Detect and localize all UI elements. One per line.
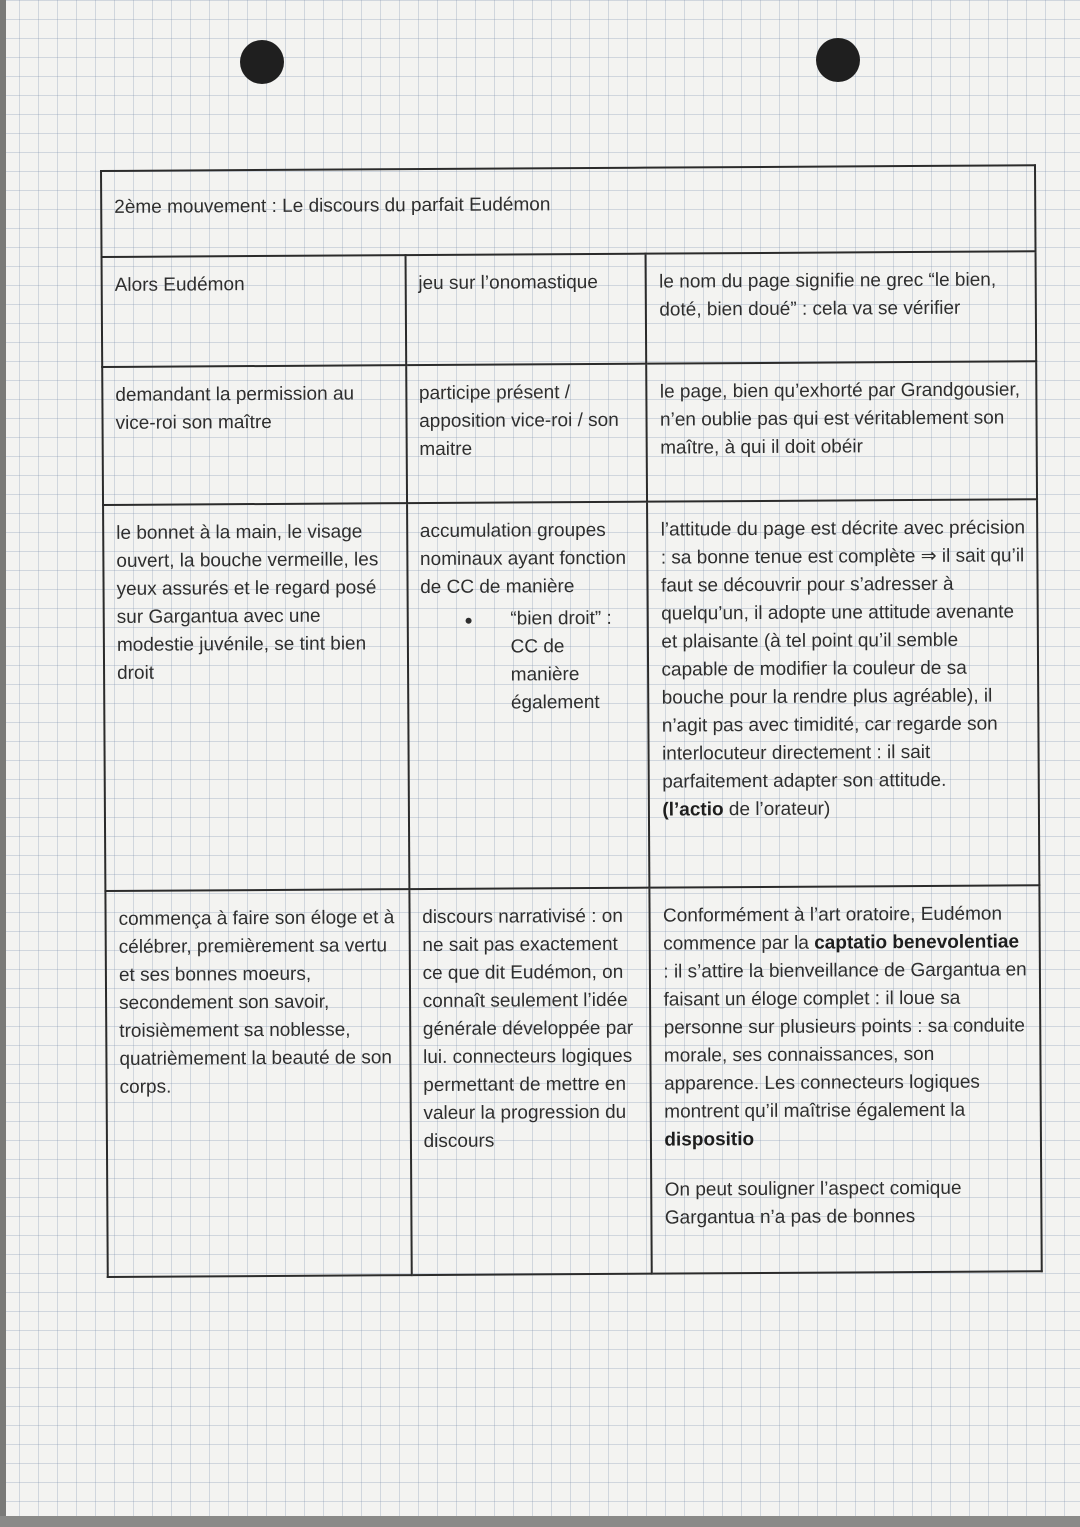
paper-edge-bottom	[0, 1516, 1080, 1527]
analysis-text: l’attitude du page est décrite avec précision : sa bonne tenue est complète ⇒ il sait qu’il faut se découvrir pour s’adresser à quelqu’un, il adopte une attitude avenante et plaisante (à tel point qu’il semble capable de modifier la couleur de sa bouche pour la rendre plus agréable), il n’agit pas avec timidité, car regarde son interlocuteur directement : il sait parfaitement adapter son attitude.	[660, 517, 1026, 793]
table-title: 2ème mouvement : Le discours du parfait Eudémon	[101, 165, 1036, 257]
analysis-second-paragraph: On peut souligner l’aspect comique Gargantua n’a pas de bonnes	[664, 1177, 962, 1229]
device-cell: participe présent / apposition vice-roi / son maitre	[406, 364, 648, 503]
device-cell: discours narrativisé : on ne sait pas exactement ce que dit Eudémon, on connaît seulement l’idée générale développée par lui. connecteurs logiques permettant de mettre en valeur la progression du discours	[409, 888, 652, 1275]
table-row	[102, 361, 1037, 505]
quote-cell: Alors Eudémon	[102, 255, 406, 367]
punch-hole-right	[816, 38, 860, 82]
analysis-cell: le nom du page signifie ne grec “le bien, doté, bien doué” : cela va se vérifier	[646, 251, 1036, 363]
analysis-text-start: Conformément à l’art oratoire, Eudémon commence par la	[662, 903, 1003, 955]
punch-hole-left	[240, 40, 284, 84]
device-cell	[407, 502, 650, 889]
analysis-cell	[650, 885, 1042, 1273]
analysis-cell	[647, 499, 1039, 887]
table-row	[102, 251, 1037, 367]
printed-sheet	[100, 164, 1043, 1285]
analysis-note-bold: l’actio	[668, 799, 724, 821]
table-row	[103, 499, 1039, 891]
analysis-term-captatio: captatio benevolentiae	[814, 931, 1020, 954]
device-cell: jeu sur l’onomastique	[405, 254, 646, 365]
device-bullet: ● “bien droit” : CC de manière également	[458, 605, 637, 718]
analysis-note-rest: de l’orateur)	[723, 798, 831, 821]
quote-cell: commença à faire son éloge et à célébrer, premièrement sa vertu et ses bonnes moeurs, secondement son savoir, troisièmement sa noblesse, quatrièmement la beauté de son corps.	[105, 889, 411, 1277]
paper-edge-left	[0, 0, 6, 1527]
analysis-term-dispositio: dispositio	[664, 1129, 755, 1151]
analysis-note-open: (	[662, 799, 669, 821]
table-row	[105, 885, 1041, 1277]
device-text: accumulation groupes nominaux ayant fonction de CC de manière	[419, 519, 627, 599]
quote-cell: le bonnet à la main, le visage ouvert, la bouche vermeille, les yeux assurés et le regard posé sur Gargantua avec une modestie juvénile, se tint bien droit	[103, 503, 409, 891]
analysis-text-middle: : il s’attire la bienveillance de Gargantua en faisant un éloge complet : il loue sa personne sur plusieurs points : sa conduite morale, ses connaissances, son apparence. Les connecteurs logiques montrent qu’il maîtrise également la	[663, 959, 1027, 1123]
quote-cell: demandant la permission au vice-roi son maître	[102, 365, 406, 505]
analysis-table	[100, 164, 1043, 1278]
analysis-cell: le page, bien qu’exhorté par Grandgousier, n’en oublie pas qui est véritablement son maître, à qui il doit obéir	[647, 361, 1037, 501]
table-header-row	[101, 165, 1036, 257]
device-bullet-list	[420, 605, 637, 718]
